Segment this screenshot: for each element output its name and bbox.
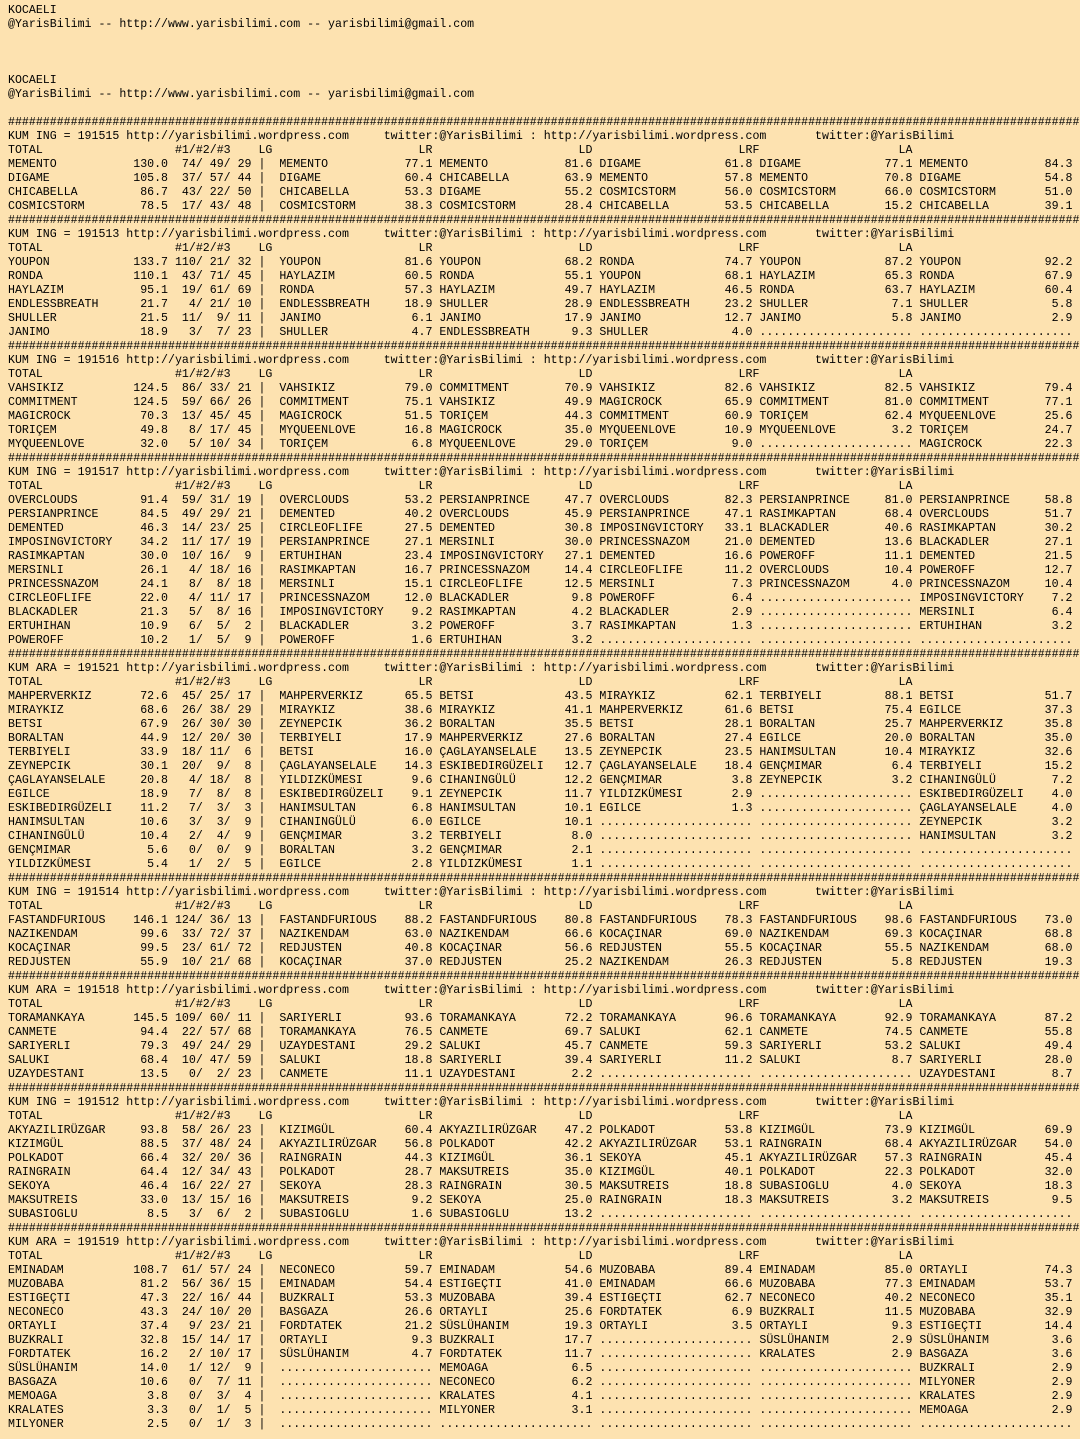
result-row: DEMENTED 46.3 14/ 23/ 25 | CIRCLEOFLIFE 27.5 DEMENTED 30.8 IMPOSINGVICTORY 33.1 BLACKADLER 40.6 RASIMKAPTAN 30.2 — [8, 522, 1073, 535]
result-row: BLACKADLER 21.3 5/ 8/ 16 | IMPOSINGVICTORY 9.2 RASIMKAPTAN 4.2 BLACKADLER 2.9 ...................... MERSINLI 6.4 — [8, 606, 1073, 619]
result-row: SÜSLÜHANIM 14.0 1/ 12/ 9 | ...................... MEMOAGA 6.5 ...................... ...................... BUZKRALI 2.9 — [8, 1362, 1073, 1375]
result-row: NECONECO 43.3 24/ 10/ 20 | BASGAZA 26.6 ORTAYLI 25.6 FORDTATEK 6.9 BUZKRALI 11.5 MUZOBABA 32.9 — [8, 1306, 1073, 1319]
section-divider: ########################################################################################################################################################## — [8, 1082, 1080, 1095]
column-headers: TOTAL #1/#2/#3 LG LR LD LRF LA — [8, 1250, 913, 1263]
race-header: KUM ING = 191515 http://yarisbilimi.wordpress.com twitter:@YarisBilimi : http://yarisbilimi.wordpress.com twitter:@YarisBilimi — [8, 130, 955, 143]
race-header: KUM ING = 191513 http://yarisbilimi.wordpress.com twitter:@YarisBilimi : http://yarisbilimi.wordpress.com twitter:@YarisBilimi — [8, 228, 955, 241]
result-row: VAHSIKIZ 124.5 86/ 33/ 21 | VAHSIKIZ 79.0 COMMITMENT 70.9 VAHSIKIZ 82.6 VAHSIKIZ 82.5 VAHSIKIZ 79.4 — [8, 382, 1073, 395]
race-header: KUM ING = 191517 http://yarisbilimi.wordpress.com twitter:@YarisBilimi : http://yarisbilimi.wordpress.com twitter:@YarisBilimi — [8, 466, 955, 479]
result-row: HAYLAZIM 95.1 19/ 61/ 69 | RONDA 57.3 HAYLAZIM 49.7 HAYLAZIM 46.5 RONDA 63.7 HAYLAZIM 60.4 — [8, 284, 1073, 297]
result-row: YOUPON 133.7 110/ 21/ 32 | YOUPON 81.6 YOUPON 68.2 RONDA 74.7 YOUPON 87.2 YOUPON 92.2 — [8, 256, 1073, 269]
section-divider: ########################################################################################################################################################## — [8, 872, 1080, 885]
column-headers: TOTAL #1/#2/#3 LG LR LD LRF LA — [8, 144, 913, 157]
column-headers: TOTAL #1/#2/#3 LG LR LD LRF LA — [8, 998, 913, 1011]
result-row: KOCAÇINAR 99.5 23/ 61/ 72 | REDJUSTEN 40.8 KOCAÇINAR 56.6 REDJUSTEN 55.5 KOCAÇINAR 55.5 NAZIKENDAM 68.0 — [8, 942, 1073, 955]
result-row: MAHPERVERKIZ 72.6 45/ 25/ 17 | MAHPERVERKIZ 65.5 BETSI 43.5 MIRAYKIZ 62.1 TERBIYELI 88.1 BETSI 51.7 — [8, 690, 1073, 703]
result-row: SUBASIOGLU 8.5 3/ 6/ 2 | SUBASIOGLU 1.6 SUBASIOGLU 13.2 ...................... ...................... ...................... — [8, 1208, 1073, 1221]
race-header: KUM ING = 191512 http://yarisbilimi.wordpress.com twitter:@YarisBilimi : http://yarisbilimi.wordpress.com twitter:@YarisBilimi — [8, 1096, 955, 1109]
column-headers: TOTAL #1/#2/#3 LG LR LD LRF LA — [8, 900, 913, 913]
result-row: MAGICROCK 70.3 13/ 45/ 45 | MAGICROCK 51.5 TORIÇEM 44.3 COMMITMENT 60.9 TORIÇEM 62.4 MYQUEENLOVE 25.6 — [8, 410, 1073, 423]
result-row: PERSIANPRINCE 84.5 49/ 29/ 21 | DEMENTED 40.2 OVERCLOUDS 45.9 PERSIANPRINCE 47.1 RASIMKAPTAN 68.4 OVERCLOUDS 51.7 — [8, 508, 1073, 521]
result-row: COMMITMENT 124.5 59/ 66/ 26 | COMMITMENT 75.1 VAHSIKIZ 49.9 MAGICROCK 65.9 COMMITMENT 81.0 COMMITMENT 77.1 — [8, 396, 1073, 409]
result-row: IMPOSINGVICTORY 34.2 11/ 17/ 19 | PERSIANPRINCE 27.1 MERSINLI 30.0 PRINCESSNAZOM 21.0 DEMENTED 13.6 BLACKADLER 27.1 — [8, 536, 1073, 549]
race-header: KUM ARA = 191518 http://yarisbilimi.wordpress.com twitter:@YarisBilimi : http://yarisbilimi.wordpress.com twitter:@YarisBilimi — [8, 984, 955, 997]
result-row: SARIYERLI 79.3 49/ 24/ 29 | UZAYDESTANI 29.2 SALUKI 45.7 CANMETE 59.3 SARIYERLI 53.2 SALUKI 49.4 — [8, 1040, 1073, 1053]
result-row: RONDA 110.1 43/ 71/ 45 | HAYLAZIM 60.5 RONDA 55.1 YOUPON 68.1 HAYLAZIM 65.3 RONDA 67.9 — [8, 270, 1073, 283]
result-row: MIRAYKIZ 68.6 26/ 38/ 29 | MIRAYKIZ 38.6 MIRAYKIZ 41.1 MAHPERVERKIZ 61.6 BETSI 75.4 EGILCE 37.3 — [8, 704, 1073, 717]
result-row: TERBIYELI 33.9 18/ 11/ 6 | BETSI 16.0 ÇAGLAYANSELALE 13.5 ZEYNEPCIK 23.5 HANIMSULTAN 10.4 MIRAYKIZ 32.6 — [8, 746, 1073, 759]
result-row: CANMETE 94.4 22/ 57/ 68 | TORAMANKAYA 76.5 CANMETE 69.7 SALUKI 62.1 CANMETE 74.5 CANMETE 55.8 — [8, 1026, 1073, 1039]
result-row: ESKIBEDIRGÜZELI 11.2 7/ 3/ 3 | HANIMSULTAN 6.8 HANIMSULTAN 10.1 EGILCE 1.3 ...................... ÇAGLAYANSELALE 4.0 — [8, 802, 1073, 815]
result-row: CHICABELLA 86.7 43/ 22/ 50 | CHICABELLA 53.3 DIGAME 55.2 COSMICSTORM 56.0 COSMICSTORM 66.0 COSMICSTORM 51.0 — [8, 186, 1073, 199]
result-row: KRALATES 3.3 0/ 1/ 5 | ...................... MILYONER 3.1 ...................... ...................... MEMOAGA 2.9 — [8, 1404, 1073, 1417]
section-divider: ########################################################################################################################################################## — [8, 340, 1080, 353]
result-row: ORTAYLI 37.4 9/ 23/ 21 | FORDTATEK 21.2 SÜSLÜHANIM 19.3 ORTAYLI 3.5 ORTAYLI 9.3 ESTIGEÇTI 14.4 — [8, 1320, 1073, 1333]
contact-line: @YarisBilimi -- http://www.yarisbilimi.com -- yarisbilimi@gmail.com — [8, 18, 475, 31]
result-row: ENDLESSBREATH 21.7 4/ 21/ 10 | ENDLESSBREATH 18.9 SHULLER 28.9 ENDLESSBREATH 23.2 SHULLER 7.1 SHULLER 5.8 — [8, 298, 1073, 311]
location-title: KOCAELI — [8, 4, 57, 17]
result-row: RAINGRAIN 64.4 12/ 34/ 43 | POLKADOT 28.7 MAKSUTREIS 35.0 KIZIMGÜL 40.1 POLKADOT 22.3 POLKADOT 32.0 — [8, 1166, 1073, 1179]
result-row: SEKOYA 46.4 16/ 22/ 27 | SEKOYA 28.3 RAINGRAIN 30.5 MAKSUTREIS 18.8 SUBASIOGLU 4.0 SEKOYA 18.3 — [8, 1180, 1073, 1193]
result-row: EGILCE 18.9 7/ 8/ 8 | ESKIBEDIRGÜZELI 9.1 ZEYNEPCIK 11.7 YILDIZKÜMESI 2.9 ...................... ESKIBEDIRGÜZELI 4.0 — [8, 788, 1073, 801]
result-row: ERTUHIHAN 10.9 6/ 5/ 2 | BLACKADLER 3.2 POWEROFF 3.7 RASIMKAPTAN 1.3 ...................... ERTUHIHAN 3.2 — [8, 620, 1073, 633]
section-divider: ########################################################################################################################################################## — [8, 648, 1080, 661]
result-row: EMINADAM 108.7 61/ 57/ 24 | NECONECO 59.7 EMINADAM 54.6 MUZOBABA 89.4 EMINADAM 85.0 ORTAYLI 74.3 — [8, 1264, 1073, 1277]
result-row: POWEROFF 10.2 1/ 5/ 9 | POWEROFF 1.6 ERTUHIHAN 3.2 ...................... ...................... ...................... — [8, 634, 1073, 647]
result-row: DIGAME 105.8 37/ 57/ 44 | DIGAME 60.4 CHICABELLA 63.9 MEMENTO 57.8 MEMENTO 70.8 DIGAME 54.8 — [8, 172, 1073, 185]
column-headers: TOTAL #1/#2/#3 LG LR LD LRF LA — [8, 1110, 913, 1123]
result-row: REDJUSTEN 55.9 10/ 21/ 68 | KOCAÇINAR 37.0 REDJUSTEN 25.2 NAZIKENDAM 26.3 REDJUSTEN 5.8 REDJUSTEN 19.3 — [8, 956, 1073, 969]
column-headers: TOTAL #1/#2/#3 LG LR LD LRF LA — [8, 242, 913, 255]
result-row: KIZIMGÜL 88.5 37/ 48/ 24 | AKYAZILIRÜZGAR 56.8 POLKADOT 42.2 AKYAZILIRÜZGAR 53.1 RAINGRAIN 68.4 AKYAZILIRÜZGAR 54.0 — [8, 1138, 1073, 1151]
blank-line — [8, 102, 1079, 116]
result-row: CIHANINGÜLÜ 10.4 2/ 4/ 9 | GENÇMIMAR 3.2 TERBIYELI 8.0 ...................... ...................... HANIMSULTAN 3.2 — [8, 830, 1073, 843]
result-row: TORIÇEM 49.8 8/ 17/ 45 | MYQUEENLOVE 16.8 MAGICROCK 35.0 MYQUEENLOVE 10.9 MYQUEENLOVE 3.2 TORIÇEM 24.7 — [8, 424, 1073, 437]
blank-line — [8, 32, 1079, 46]
result-row: HANIMSULTAN 10.6 3/ 3/ 9 | CIHANINGÜLÜ 6.0 EGILCE 10.1 ...................... ...................... ZEYNEPCIK 3.2 — [8, 816, 1073, 829]
result-row: MILYONER 2.5 0/ 1/ 3 | ...................... ...................... ...................... ...................... ...................... — [8, 1418, 1073, 1431]
result-row: JANIMO 18.9 3/ 7/ 23 | SHULLER 4.7 ENDLESSBREATH 9.3 SHULLER 4.0 ...................... ...................... — [8, 326, 1073, 339]
result-row: MERSINLI 26.1 4/ 18/ 16 | RASIMKAPTAN 16.7 PRINCESSNAZOM 14.4 CIRCLEOFLIFE 11.2 OVERCLOUDS 10.4 POWEROFF 12.7 — [8, 564, 1073, 577]
result-row: FORDTATEK 16.2 2/ 10/ 17 | SÜSLÜHANIM 4.7 FORDTATEK 11.7 ...................... KRALATES 2.9 BASGAZA 3.6 — [8, 1348, 1073, 1361]
result-row: ZEYNEPCIK 30.1 20/ 9/ 8 | ÇAGLAYANSELALE 14.3 ESKIBEDIRGÜZELI 12.7 ÇAGLAYANSELALE 18.4 GENÇMIMAR 6.4 TERBIYELI 15.2 — [8, 760, 1073, 773]
result-row: MAKSUTREIS 33.0 13/ 15/ 16 | MAKSUTREIS 9.2 SEKOYA 25.0 RAINGRAIN 18.3 MAKSUTREIS 3.2 MAKSUTREIS 9.5 — [8, 1194, 1073, 1207]
column-headers: TOTAL #1/#2/#3 LG LR LD LRF LA — [8, 480, 913, 493]
result-row: BASGAZA 10.6 0/ 7/ 11 | ...................... NECONECO 6.2 ...................... ...................... MILYONER 2.9 — [8, 1376, 1073, 1389]
result-row: POLKADOT 66.4 32/ 20/ 36 | RAINGRAIN 44.3 KIZIMGÜL 36.1 SEKOYA 45.1 AKYAZILIRÜZGAR 57.3 RAINGRAIN 45.4 — [8, 1152, 1073, 1165]
result-row: ÇAGLAYANSELALE 20.8 4/ 18/ 8 | YILDIZKÜMESI 9.6 CIHANINGÜLÜ 12.2 GENÇMIMAR 3.8 ZEYNEPCIK 3.2 CIHANINGÜLÜ 7.2 — [8, 774, 1073, 787]
race-header: KUM ING = 191516 http://yarisbilimi.wordpress.com twitter:@YarisBilimi : http://yarisbilimi.wordpress.com twitter:@YarisBilimi — [8, 354, 955, 367]
result-row: MEMENTO 130.0 74/ 49/ 29 | MEMENTO 77.1 MEMENTO 81.6 DIGAME 61.8 DIGAME 77.1 MEMENTO 84.3 — [8, 158, 1073, 171]
result-row: YILDIZKÜMESI 5.4 1/ 2/ 5 | EGILCE 2.8 YILDIZKÜMESI 1.1 ...................... ...................... ...................... — [8, 858, 1073, 871]
result-row: BETSI 67.9 26/ 30/ 30 | ZEYNEPCIK 36.2 BORALTAN 35.5 BETSI 28.1 BORALTAN 25.7 MAHPERVERKIZ 35.8 — [8, 718, 1073, 731]
result-row: SALUKI 68.4 10/ 47/ 59 | SALUKI 18.8 SARIYERLI 39.4 SARIYERLI 11.2 SALUKI 8.7 SARIYERLI 28.0 — [8, 1054, 1073, 1067]
race-header: KUM ING = 191514 http://yarisbilimi.wordpress.com twitter:@YarisBilimi : http://yarisbilimi.wordpress.com twitter:@YarisBilimi — [8, 886, 955, 899]
result-row: COSMICSTORM 78.5 17/ 43/ 48 | COSMICSTORM 38.3 COSMICSTORM 28.4 CHICABELLA 53.5 CHICABELLA 15.2 CHICABELLA 39.1 — [8, 200, 1073, 213]
result-row: MEMOAGA 3.8 0/ 3/ 4 | ...................... KRALATES 4.1 ...................... ...................... KRALATES 2.9 — [8, 1390, 1073, 1403]
result-row: PRINCESSNAZOM 24.1 8/ 8/ 18 | MERSINLI 15.1 CIRCLEOFLIFE 12.5 MERSINLI 7.3 PRINCESSNAZOM 4.0 PRINCESSNAZOM 10.4 — [8, 578, 1073, 591]
blank-line — [8, 60, 1079, 74]
result-row: TORAMANKAYA 145.5 109/ 60/ 11 | SARIYERLI 93.6 TORAMANKAYA 72.2 TORAMANKAYA 96.6 TORAMANKAYA 92.9 TORAMANKAYA 87.2 — [8, 1012, 1073, 1025]
result-row: OVERCLOUDS 91.4 59/ 31/ 19 | OVERCLOUDS 53.2 PERSIANPRINCE 47.7 OVERCLOUDS 82.3 PERSIANPRINCE 81.0 PERSIANPRINCE 58.8 — [8, 494, 1073, 507]
race-results-document — [8, 4, 1079, 1432]
location-title: KOCAELI — [8, 74, 57, 87]
section-divider: ########################################################################################################################################################## — [8, 452, 1080, 465]
column-headers: TOTAL #1/#2/#3 LG LR LD LRF LA — [8, 368, 913, 381]
result-row: MYQUEENLOVE 32.0 5/ 10/ 34 | TORIÇEM 6.8 MYQUEENLOVE 29.0 TORIÇEM 9.0 ...................... MAGICROCK 22.3 — [8, 438, 1073, 451]
result-row: SHULLER 21.5 11/ 9/ 11 | JANIMO 6.1 JANIMO 17.9 JANIMO 12.7 JANIMO 5.8 JANIMO 2.9 — [8, 312, 1073, 325]
section-divider: ########################################################################################################################################################## — [8, 1222, 1080, 1235]
result-row: GENÇMIMAR 5.6 0/ 0/ 9 | BORALTAN 3.2 GENÇMIMAR 2.1 ...................... ...................... ...................... — [8, 844, 1073, 857]
column-headers: TOTAL #1/#2/#3 LG LR LD LRF LA — [8, 676, 913, 689]
section-divider: ########################################################################################################################################################## — [8, 214, 1080, 227]
contact-line: @YarisBilimi -- http://www.yarisbilimi.com -- yarisbilimi@gmail.com — [8, 88, 475, 101]
result-row: BUZKRALI 32.8 15/ 14/ 17 | ORTAYLI 9.3 BUZKRALI 17.7 ...................... SÜSLÜHANIM 2.9 SÜSLÜHANIM 3.6 — [8, 1334, 1073, 1347]
section-divider: ########################################################################################################################################################## — [8, 116, 1080, 129]
result-row: MUZOBABA 81.2 56/ 36/ 15 | EMINADAM 54.4 ESTIGEÇTI 41.0 EMINADAM 66.6 MUZOBABA 77.3 EMINADAM 53.7 — [8, 1278, 1073, 1291]
result-row: ESTIGEÇTI 47.3 22/ 16/ 44 | BUZKRALI 53.3 MUZOBABA 39.4 ESTIGEÇTI 62.7 NECONECO 40.2 NECONECO 35.1 — [8, 1292, 1073, 1305]
result-row: AKYAZILIRÜZGAR 93.8 58/ 26/ 23 | KIZIMGÜL 60.4 AKYAZILIRÜZGAR 47.2 POLKADOT 53.8 KIZIMGÜL 73.9 KIZIMGÜL 69.9 — [8, 1124, 1073, 1137]
result-row: FASTANDFURIOUS 146.1 124/ 36/ 13 | FASTANDFURIOUS 88.2 FASTANDFURIOUS 80.8 FASTANDFURIOUS 78.3 FASTANDFURIOUS 98.6 FASTANDFURIOUS 73.0 — [8, 914, 1073, 927]
section-divider: ########################################################################################################################################################## — [8, 970, 1080, 983]
result-row: NAZIKENDAM 99.6 33/ 72/ 37 | NAZIKENDAM 63.0 NAZIKENDAM 66.6 KOCAÇINAR 69.0 NAZIKENDAM 69.3 KOCAÇINAR 68.8 — [8, 928, 1073, 941]
result-row: CIRCLEOFLIFE 22.0 4/ 11/ 17 | PRINCESSNAZOM 12.0 BLACKADLER 9.8 POWEROFF 6.4 ...................... IMPOSINGVICTORY 7.2 — [8, 592, 1073, 605]
race-header: KUM ARA = 191521 http://yarisbilimi.wordpress.com twitter:@YarisBilimi : http://yarisbilimi.wordpress.com twitter:@YarisBilimi — [8, 662, 955, 675]
blank-line — [8, 46, 1079, 60]
race-header: KUM ARA = 191519 http://yarisbilimi.wordpress.com twitter:@YarisBilimi : http://yarisbilimi.wordpress.com twitter:@YarisBilimi — [8, 1236, 955, 1249]
result-row: UZAYDESTANI 13.5 0/ 2/ 23 | CANMETE 11.1 UZAYDESTANI 2.2 ...................... ...................... UZAYDESTANI 8.7 — [8, 1068, 1073, 1081]
result-row: RASIMKAPTAN 30.0 10/ 16/ 9 | ERTUHIHAN 23.4 IMPOSINGVICTORY 27.1 DEMENTED 16.6 POWEROFF 11.1 DEMENTED 21.5 — [8, 550, 1073, 563]
result-row: BORALTAN 44.9 12/ 20/ 30 | TERBIYELI 17.9 MAHPERVERKIZ 27.6 BORALTAN 27.4 EGILCE 20.0 BORALTAN 35.0 — [8, 732, 1073, 745]
